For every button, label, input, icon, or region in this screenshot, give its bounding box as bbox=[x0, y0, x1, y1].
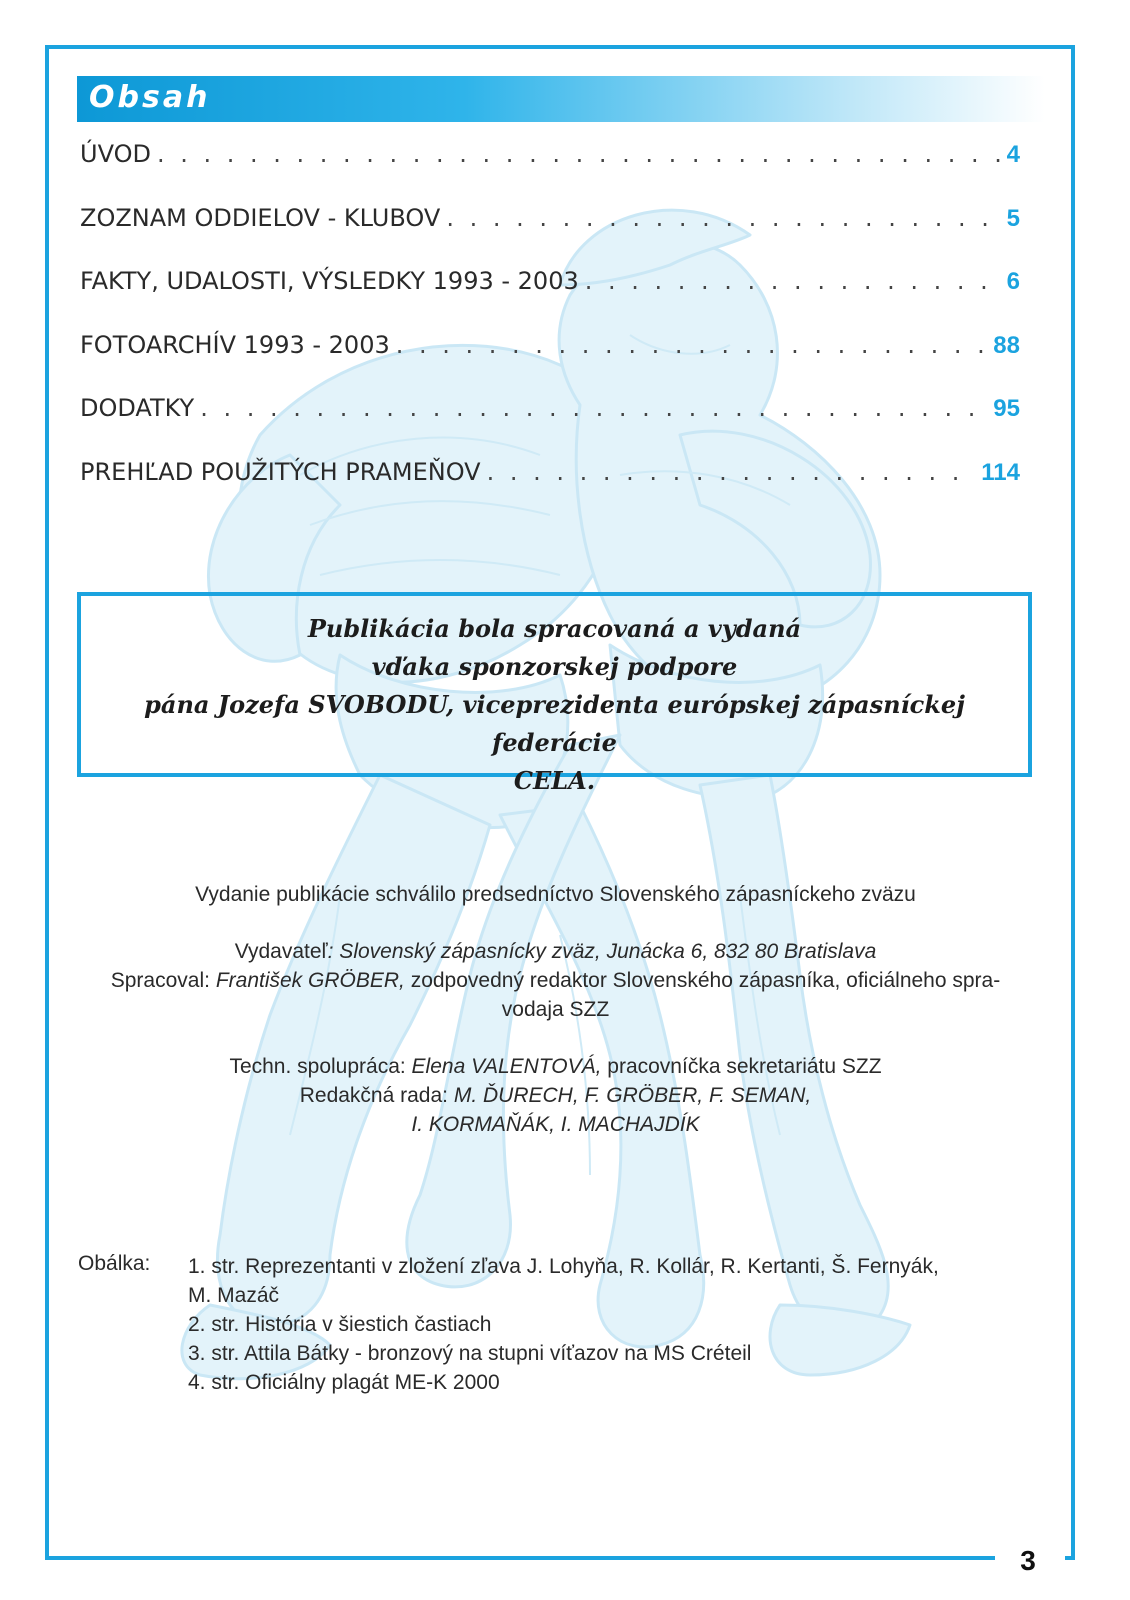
cover-label: Obálka: bbox=[78, 1252, 151, 1275]
cover-item: 4. str. Oficiálny plagát ME-K 2000 bbox=[188, 1371, 500, 1394]
editor-role-cont: vodaja SZZ bbox=[501, 998, 610, 1021]
cover-item: 3. str. Attila Bátky - bronzový na stupni víťazov na MS Créteil bbox=[188, 1342, 752, 1365]
sponsor-notice bbox=[77, 592, 1032, 795]
toc-entry-title: ZOZNAM ODDIELOV - KLUBOV bbox=[80, 203, 441, 232]
cover-item: M. Mazáč bbox=[188, 1284, 280, 1307]
toc-entry-page: 95 bbox=[993, 395, 1020, 422]
tech-label: Techn. spolupráca: bbox=[229, 1055, 412, 1078]
publication-credits bbox=[78, 880, 1033, 1139]
toc-entry[interactable] bbox=[80, 140, 1020, 204]
toc-entry-page: 4 bbox=[1006, 141, 1020, 168]
toc-leader-dots bbox=[396, 331, 988, 359]
tech-line bbox=[78, 1052, 1033, 1081]
toc-entry-page: 6 bbox=[1006, 268, 1020, 295]
toc-entry-title: ÚVOD bbox=[80, 140, 151, 168]
toc-entry-page: 5 bbox=[1006, 204, 1020, 232]
toc-leader-dots bbox=[487, 458, 976, 486]
cover-list bbox=[188, 1252, 1033, 1397]
board-line-cont bbox=[78, 1110, 1033, 1139]
page-number: 3 bbox=[1020, 1545, 1036, 1576]
cover-item: 2. str. História v šiestich častiach bbox=[188, 1313, 492, 1336]
toc-leader-dots bbox=[446, 204, 1000, 232]
publisher-value: : Slovenský zápasnícky zväz, Junácka 6, 832 80 Bratislava bbox=[327, 940, 877, 963]
toc-entry[interactable] bbox=[80, 331, 1020, 395]
table-of-contents bbox=[80, 140, 1020, 521]
toc-entry-title: DODATKY bbox=[80, 394, 195, 422]
board-label: Redakčná rada: bbox=[299, 1084, 454, 1107]
sponsor-line: CELA. bbox=[513, 766, 596, 795]
sponsor-line: pána Jozefa SVOBODU, viceprezidenta európskej zápasníckej federácie bbox=[144, 690, 965, 757]
toc-entry[interactable] bbox=[80, 204, 1020, 268]
sponsor-line: Publikácia bola spracovaná a vydaná bbox=[307, 614, 802, 643]
board-names: M. ĎURECH, F. GRÖBER, F. SEMAN, bbox=[453, 1084, 812, 1107]
section-header bbox=[77, 76, 1045, 122]
editor-label: Spracoval: bbox=[110, 969, 216, 992]
toc-leader-dots bbox=[157, 140, 1001, 168]
editor-name: František GRÖBER, bbox=[215, 969, 405, 992]
toc-entry-title: FOTOARCHÍV 1993 - 2003 bbox=[80, 330, 390, 359]
section-title: Obsah bbox=[89, 80, 211, 115]
board-names-cont: I. KORMAŇÁK, I. MACHAJDÍK bbox=[411, 1113, 700, 1136]
toc-entry[interactable] bbox=[80, 458, 1020, 522]
editor-role: zodpovedný redaktor Slovenského zápasníka, oficiálneho spra- bbox=[404, 969, 1001, 992]
toc-entry-title: FAKTY, UDALOSTI, VÝSLEDKY 1993 - 2003 bbox=[80, 267, 579, 295]
toc-entry-title: PREHĽAD POUŽITÝCH PRAMEŇOV bbox=[80, 457, 481, 486]
sponsor-line: vďaka sponzorskej podpore bbox=[371, 652, 738, 681]
publisher-line bbox=[78, 937, 1033, 966]
board-line bbox=[78, 1081, 1033, 1110]
toc-leader-dots bbox=[200, 394, 987, 422]
toc-entry-page: 114 bbox=[981, 458, 1020, 486]
toc-leader-dots bbox=[585, 267, 1001, 295]
tech-role: pracovníčka sekretariátu SZZ bbox=[601, 1055, 882, 1078]
toc-entry-page: 88 bbox=[993, 331, 1020, 359]
toc-entry[interactable] bbox=[80, 394, 1020, 458]
tech-name: Elena VALENTOVÁ, bbox=[411, 1055, 602, 1078]
cover-item: 1. str. Reprezentanti v zložení zľava J. Lohyňa, R. Kollár, R. Kertanti, Š. Fernyák, bbox=[188, 1255, 939, 1278]
approval-text: Vydanie publikácie schválilo predsedníctvo Slovenského zápasníckeho zväzu bbox=[195, 883, 916, 906]
editor-line bbox=[78, 966, 1033, 995]
toc-entry[interactable] bbox=[80, 267, 1020, 331]
publisher-label: Vydavateľ bbox=[234, 940, 328, 963]
